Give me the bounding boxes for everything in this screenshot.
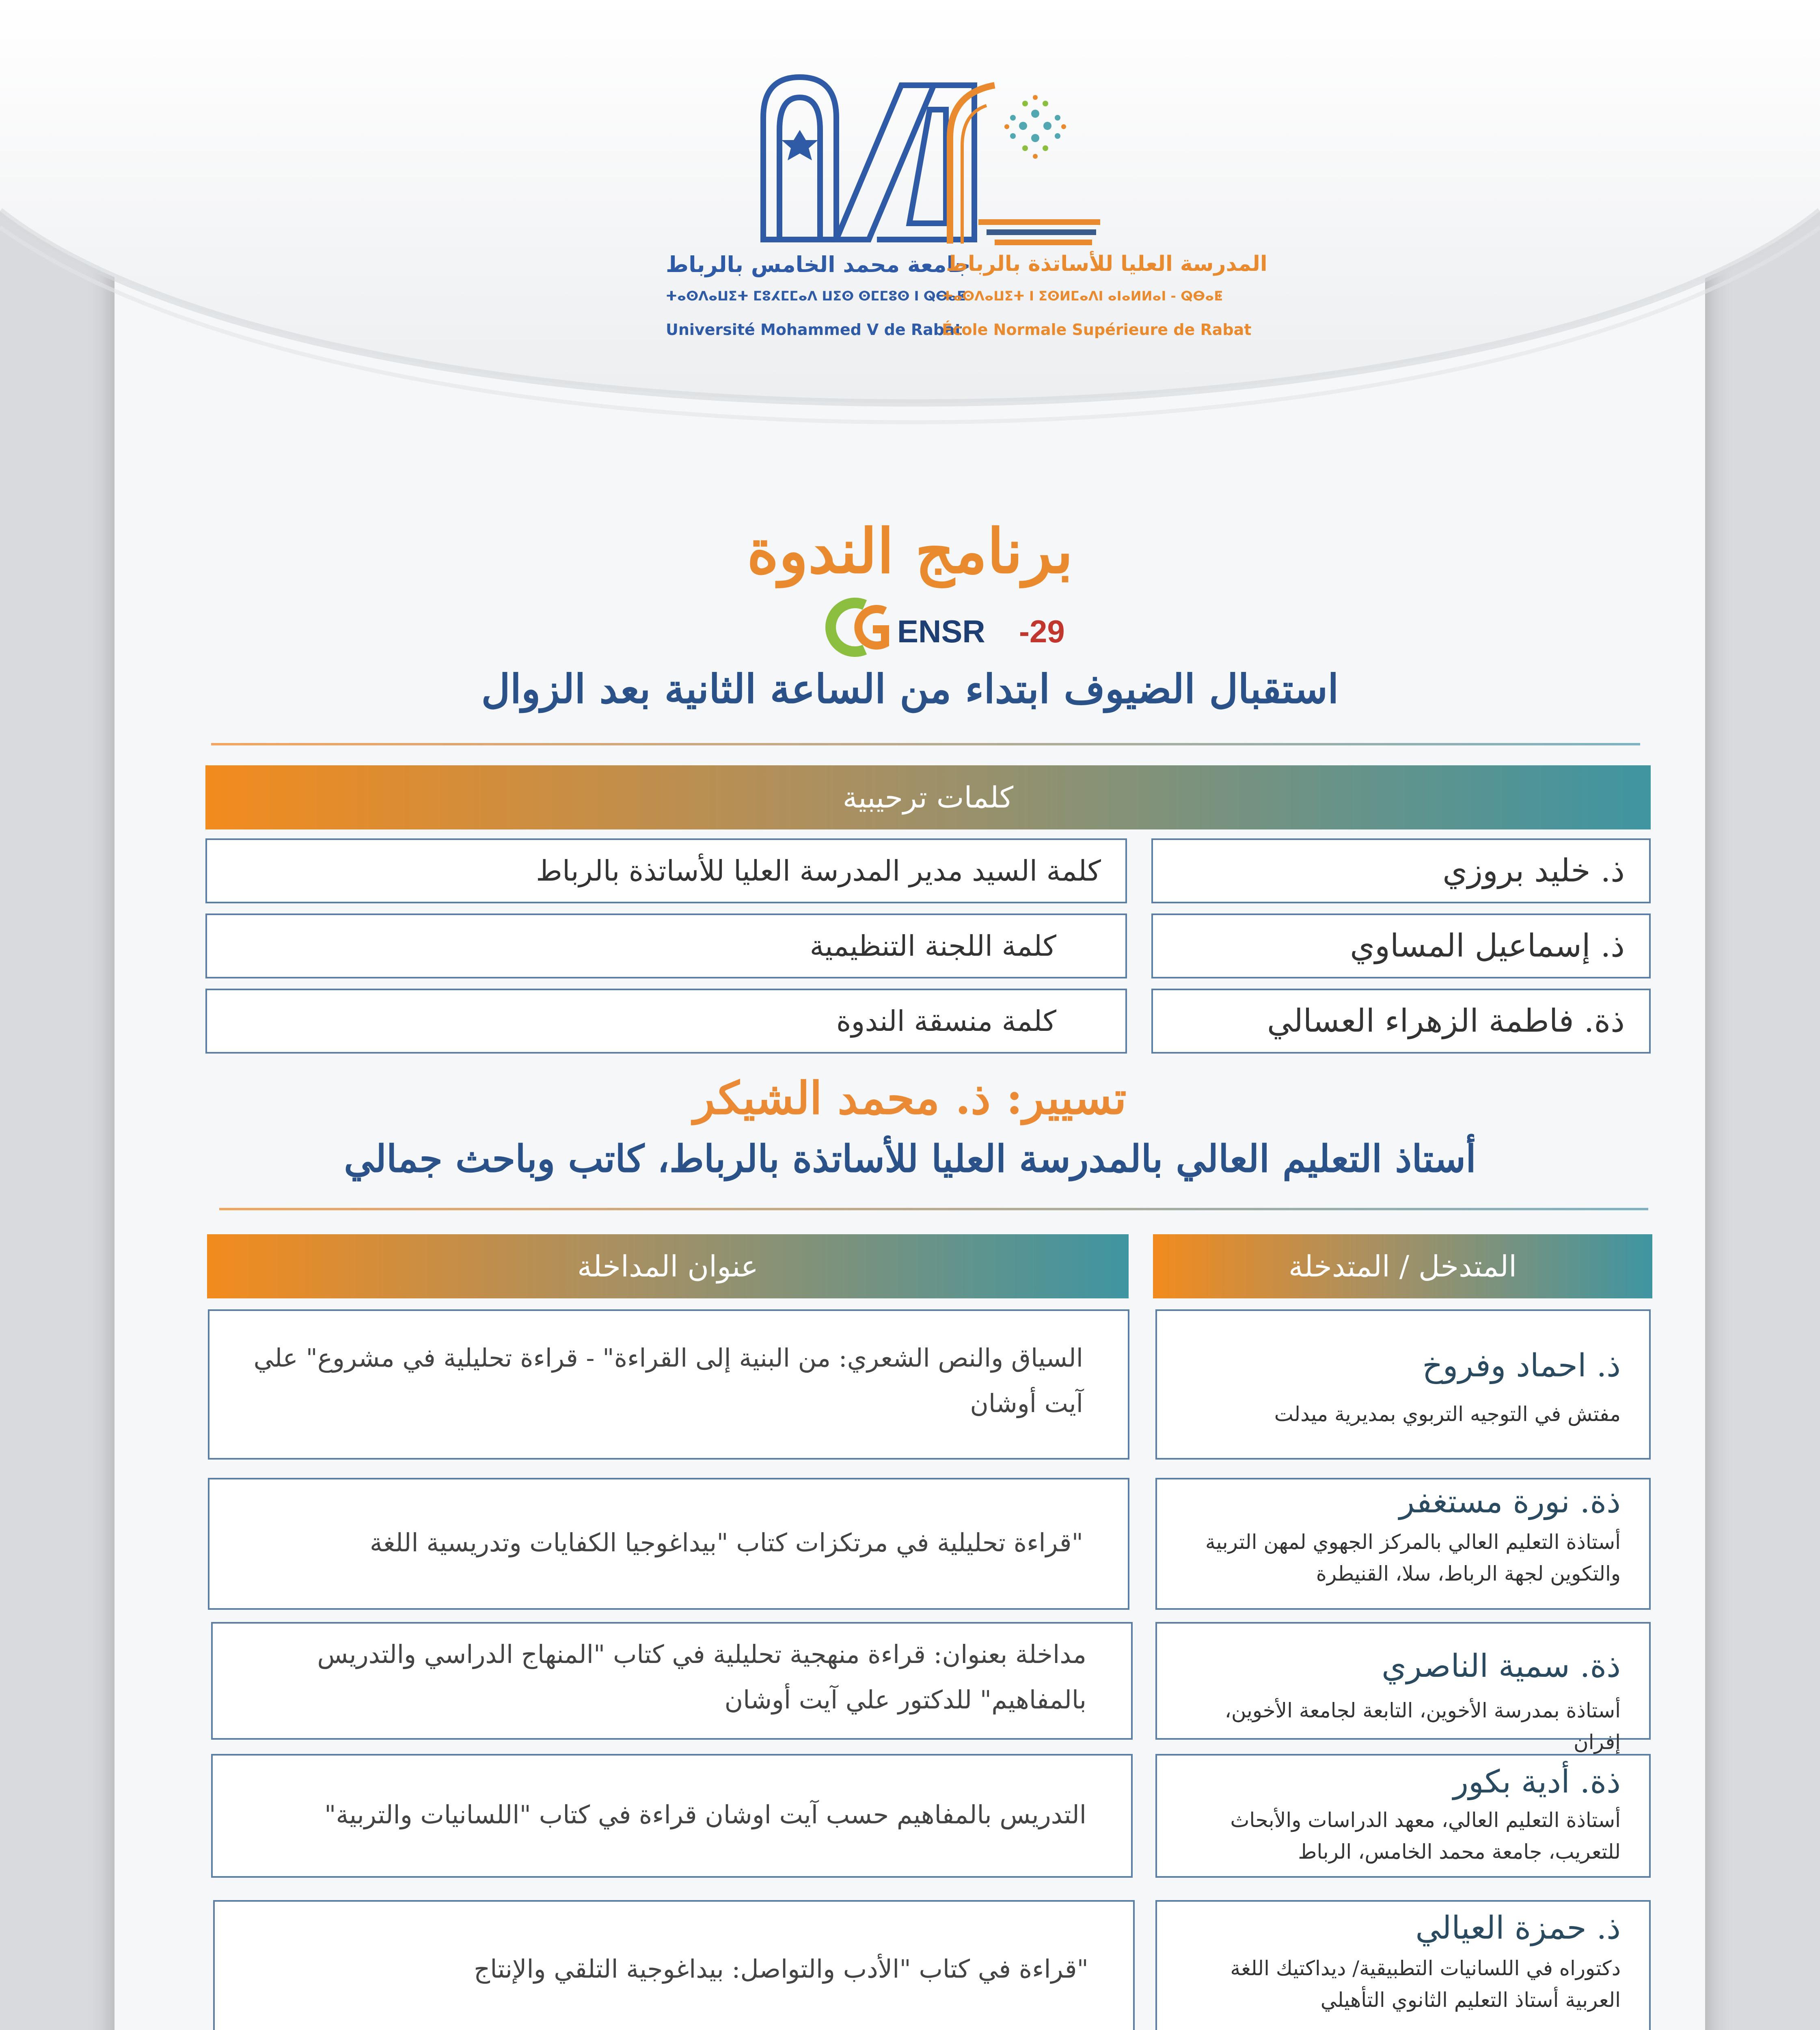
talk-title-3: مداخلة بعنوان: قراءة منهجية تحليلية في كتاب "المنهاج الدراسي والتدريس بالمفاهيم" للدكتور علي آيت أوشان	[317, 1639, 1086, 1715]
page-title: برنامج الندوة	[747, 516, 1073, 587]
talk-title-4: التدريس بالمفاهيم حسب آيت اوشان قراءة في كتاب "اللسانيات والتربية"	[324, 1800, 1086, 1829]
ens-name-fr: École Normale Supérieure de Rabat	[942, 321, 1252, 339]
welcome-header: كلمات ترحيبية	[205, 765, 1651, 829]
welcome-speaker-3	[1151, 989, 1651, 1054]
speaker-box-3	[1155, 1622, 1651, 1754]
welcome-speaker-1-name: ذ. خليد بروزي	[1442, 853, 1625, 889]
column-header-title: عنوان المداخلة	[207, 1234, 1129, 1298]
ens-logo-icon	[926, 69, 1120, 248]
talk-box-3	[211, 1622, 1133, 1740]
divider-middle	[219, 1208, 1648, 1210]
speaker-name-4: ذة. أدية بكور	[1453, 1764, 1621, 1800]
moderator: تسيير: ذ. محمد الشيكر	[693, 1072, 1127, 1124]
speaker-affiliation-3: أستاذة بمدرسة الأخوين، التابعة لجامعة الأخوين، إفران	[1224, 1699, 1621, 1754]
welcome-speaker-2	[1151, 914, 1651, 978]
speaker-box-4	[1155, 1754, 1651, 1878]
talk-box-1	[208, 1309, 1129, 1460]
talk-title-2: "قراءة تحليلية في مرتكزات كتاب "بيداغوجيا الكفايات وتدريسية اللغة	[369, 1528, 1083, 1557]
speaker-box-2	[1155, 1478, 1651, 1610]
gensr-number: -29	[1019, 613, 1065, 649]
welcome-talk-1	[205, 838, 1127, 903]
ens-name-ar: المدرسة العليا للأساتذة بالرباط	[946, 252, 1267, 276]
talk-box-4	[211, 1754, 1133, 1878]
talk-box-2	[208, 1478, 1129, 1610]
welcome-talk-2	[205, 914, 1127, 978]
speaker-name-1: ذ. احماد وفروخ	[1422, 1348, 1621, 1384]
speaker-box-5	[1155, 1900, 1651, 2030]
welcome-speaker-2-name: ذ. إسماعيل المساوي	[1350, 928, 1625, 964]
speaker-affiliation-5: دكتوراه في اللسانيات التطبيقية/ ديداكتيك اللغة العربية أستاذ التعليم الثانوي التأهيلي	[1230, 1957, 1621, 2012]
divider-top	[211, 743, 1640, 745]
reception-notice: استقبال الضيوف ابتداء من الساعة الثانية بعد الزوال	[481, 666, 1339, 713]
um5-name-tifinagh: ⵜⴰⵙⴷⴰⵡⵉⵜ ⵎⵓⵃⵎⵎⴰⴷ ⵡⵉⵙ ⵙⵎⵎⵓⵙ ⵏ ⵕⴱⴰⵟ	[666, 288, 966, 304]
speaker-name-3: ذة. سمية الناصري	[1382, 1648, 1621, 1684]
welcome-speaker-3-name: ذة. فاطمة الزهراء العسالي	[1267, 1003, 1625, 1039]
speaker-name-5: ذ. حمزة العيالي	[1415, 1910, 1621, 1946]
moderator-description: أستاذ التعليم العالي بالمدرسة العليا للأساتذة بالرباط، كاتب وباحث جمالي	[344, 1137, 1476, 1181]
welcome-talk-2-text: كلمة اللجنة التنظيمية	[810, 929, 1056, 963]
um5-name-fr: Université Mohammed V de Rabat	[666, 321, 962, 339]
welcome-talk-1-text: كلمة السيد مدير المدرسة العليا للأساتذة بالرباط	[536, 854, 1101, 888]
speaker-affiliation-1: مفتش في التوجيه التربوي بمديرية ميدلت	[1274, 1402, 1621, 1426]
speaker-affiliation-4: أستاذة التعليم العالي، معهد الدراسات والأبحاث للتعريب، جامعة محمد الخامس، الرباط	[1230, 1808, 1621, 1864]
talk-title-5: "قراءة في كتاب "الأدب والتواصل: بيداغوجية التلقي والإنتاج	[474, 1954, 1088, 1984]
talk-box-5	[213, 1900, 1135, 2030]
ens-name-tifinagh: ⵜⴰⵙⴷⴰⵡⵉⵜ ⵏ ⵉⵙⵍⵎⴰⴷⵏ ⴰⵏⴰⵍⵍⴰⵏ - ⵕⴱⴰⵟ	[942, 288, 1223, 304]
gensr-label: ENSR	[897, 613, 985, 649]
speaker-affiliation-2: أستاذة التعليم العالي بالمركز الجهوي لمهن التربية والتكوين لجهة الرباط، سلا، القنيطرة	[1205, 1530, 1621, 1585]
speaker-name-2: ذة. نورة مستغفر	[1399, 1484, 1621, 1520]
welcome-talk-3	[205, 989, 1127, 1054]
logos-block	[641, 69, 1267, 353]
talk-title-1: السياق والنص الشعري: من البنية إلى القراءة" - قراءة تحليلية في مشروع" علي آيت أوشان	[253, 1343, 1083, 1418]
column-header-speaker: المتدخل / المتدخلة	[1153, 1234, 1652, 1298]
welcome-speaker-1	[1151, 838, 1651, 903]
welcome-talk-3-text: كلمة منسقة الندوة	[836, 1004, 1056, 1038]
speaker-box-1	[1155, 1309, 1651, 1460]
um5-name-ar: جامعة محمد الخامس بالرباط	[666, 252, 971, 277]
